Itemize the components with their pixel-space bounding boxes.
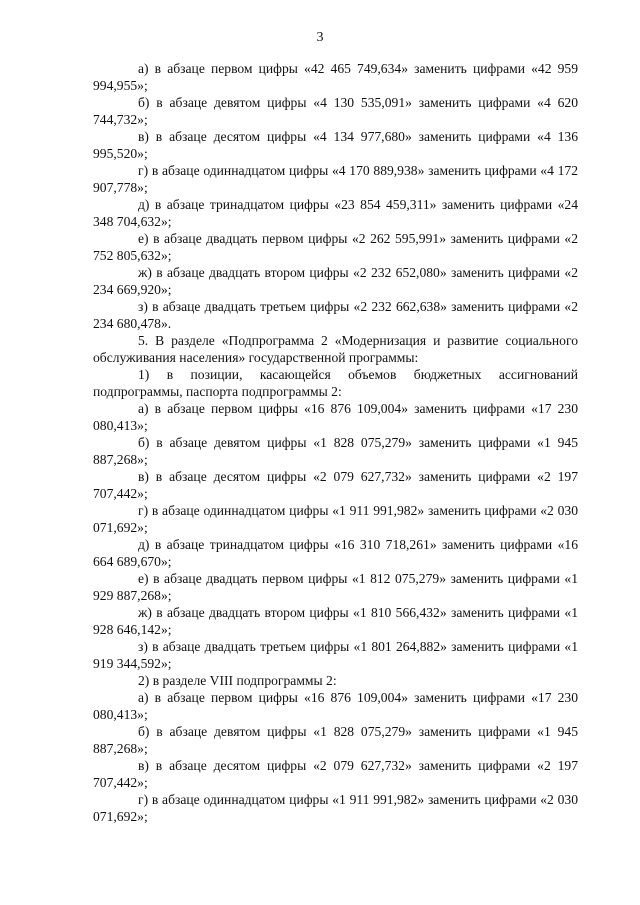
paragraph-item-v-1: в) в абзаце десятом цифры «4 134 977,680» заменить цифрами «4 136 995,520»; bbox=[93, 129, 578, 161]
paragraph-item-e-1: е) в абзаце двадцать первом цифры «2 262 595,991» заменить цифрами «2 752 805,632»; bbox=[93, 231, 578, 263]
paragraph-section-5: 5. В разделе «Подпрограмма 2 «Модернизация и развитие социального обслуживания населения» государственной программы: bbox=[93, 333, 578, 365]
paragraph-item-e-2: е) в абзаце двадцать первом цифры «1 812 075,279» заменить цифрами «1 929 887,268»; bbox=[93, 571, 578, 603]
paragraph-item-zh-2: ж) в абзаце двадцать втором цифры «1 810 566,432» заменить цифрами «1 928 646,142»; bbox=[93, 605, 578, 637]
paragraph-item-v-2: в) в абзаце десятом цифры «2 079 627,732» заменить цифрами «2 197 707,442»; bbox=[93, 469, 578, 501]
paragraph-item-z-1: з) в абзаце двадцать третьем цифры «2 232 662,638» заменить цифрами «2 234 680,478». bbox=[93, 299, 578, 331]
paragraph-item-v-3: в) в абзаце десятом цифры «2 079 627,732» заменить цифрами «2 197 707,442»; bbox=[93, 758, 578, 790]
paragraph-item-b-2: б) в абзаце девятом цифры «1 828 075,279» заменить цифрами «1 945 887,268»; bbox=[93, 435, 578, 467]
paragraph-item-g-3: г) в абзаце одиннадцатом цифры «1 911 991,982» заменить цифрами «2 030 071,692»; bbox=[93, 792, 578, 824]
paragraph-item-b-1: б) в абзаце девятом цифры «4 130 535,091» заменить цифрами «4 620 744,732»; bbox=[93, 95, 578, 127]
paragraph-item-a-2: а) в абзаце первом цифры «16 876 109,004» заменить цифрами «17 230 080,413»; bbox=[93, 401, 578, 433]
paragraph-item-b-3: б) в абзаце девятом цифры «1 828 075,279» заменить цифрами «1 945 887,268»; bbox=[93, 724, 578, 756]
paragraph-item-a-3: а) в абзаце первом цифры «16 876 109,004» заменить цифрами «17 230 080,413»; bbox=[93, 690, 578, 722]
paragraph-item-d-2: д) в абзаце тринадцатом цифры «16 310 718,261» заменить цифрами «16 664 689,670»; bbox=[93, 537, 578, 569]
paragraph-subsection-2: 2) в разделе VIII подпрограммы 2: bbox=[138, 673, 337, 688]
page-number: 3 bbox=[316, 30, 324, 45]
paragraph-item-g-1: г) в абзаце одиннадцатом цифры «4 170 889,938» заменить цифрами «4 172 907,778»; bbox=[93, 163, 578, 195]
paragraph-item-zh-1: ж) в абзаце двадцать втором цифры «2 232 652,080» заменить цифрами «2 234 669,920»; bbox=[93, 265, 578, 297]
paragraph-subsection-1: 1) в позиции, касающейся объемов бюджетных ассигнований подпрограммы, паспорта подпрограммы 2: bbox=[93, 367, 578, 399]
paragraph-item-z-2: з) в абзаце двадцать третьем цифры «1 801 264,882» заменить цифрами «1 919 344,592»; bbox=[93, 639, 578, 671]
paragraph-item-g-2: г) в абзаце одиннадцатом цифры «1 911 991,982» заменить цифрами «2 030 071,692»; bbox=[93, 503, 578, 535]
document-body bbox=[93, 60, 578, 825]
paragraph-item-d-1: д) в абзаце тринадцатом цифры «23 854 459,311» заменить цифрами «24 348 704,632»; bbox=[93, 197, 578, 229]
paragraph-item-a-1: а) в абзаце первом цифры «42 465 749,634» заменить цифрами «42 959 994,955»; bbox=[93, 61, 578, 93]
